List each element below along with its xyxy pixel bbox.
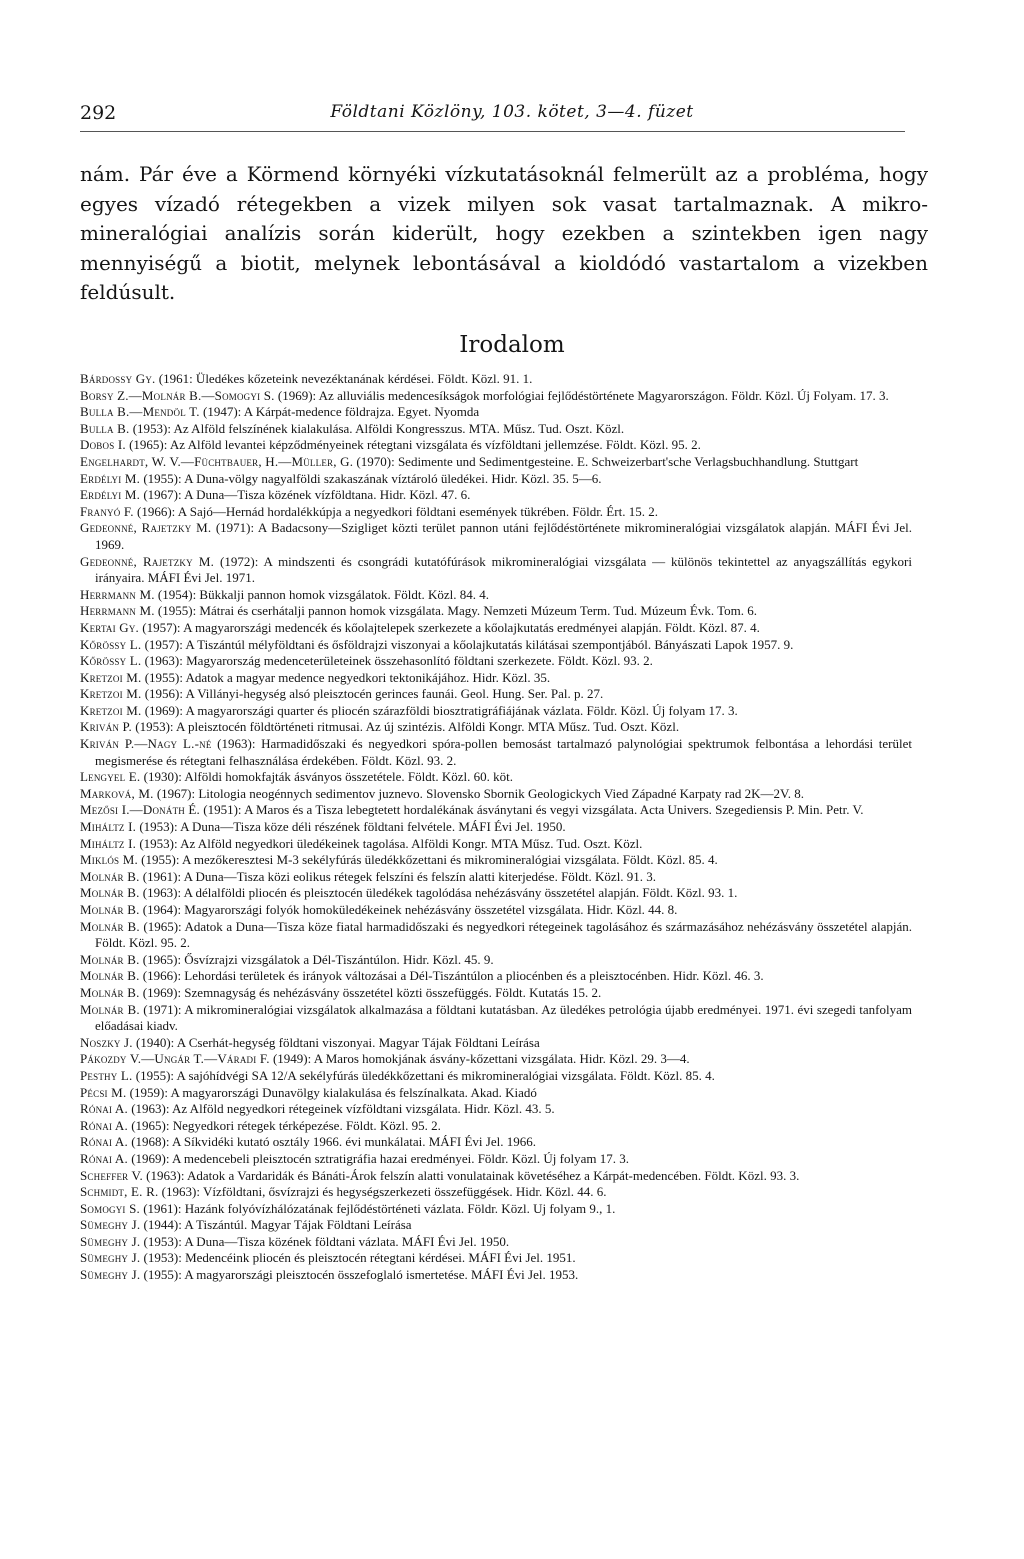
reference-item [80,1134,912,1151]
reference-author: Pákozdy V.—Ungár T.—Váradi F. [80,1051,270,1067]
reference-item [80,404,912,421]
reference-item [80,1184,912,1201]
reference-author: Miklós M. [80,852,138,868]
reference-author: Rónai A. [80,1150,128,1166]
reference-item [80,637,912,654]
reference-text: (1965): Ősvízrajzi vizsgálatok a Dél-Tiszántúlon. Hidr. Közl. 45. 9. [139,951,494,967]
reference-item [80,919,912,952]
reference-author: Molnár B. [80,1001,140,1017]
reference-text: (1965): Negyedkori rétegek térképezése. Földt. Közl. 95. 2. [127,1117,441,1133]
reference-author: Kriván P.—Nagy L.-né [80,736,212,752]
running-head: Földtani Közlöny, 103. kötet, 3—4. füzet [330,102,694,122]
reference-author: Pesthy L. [80,1067,133,1083]
reference-text: (1971): A Badacsony—Szigliget közti terület pannon utáni fejlődéstörténete mikromineralógiai vizsgálatok alapján. MÁFI Évi Jel. 1969. [95,520,912,552]
reference-text: (1963): Magyarország medenceterületeinek összehasonlító földtani szerkezete. Földt. Közl. 93. 2. [141,653,653,669]
reference-item [80,736,912,769]
reference-item [80,885,912,902]
reference-text: (1951): A Maros és a Tisza lebegtetett hordalékának ásványtani és vegyi vizsgálata. Acta Univers. Szegediensis P. Min. Petr. V. [200,802,864,818]
reference-text: (1953): A Duna—Tisza köze déli részének földtani felvétele. MÁFI Évi Jel. 1950. [136,819,566,835]
reference-item [80,985,912,1002]
reference-text: (1969): Szemnagyság és nehézásvány összetétel közti összefüggés. Földt. Kutatás 15. 2. [139,984,602,1000]
reference-text: (1963): Az Alföld negyedkori rétegeinek vízföldtani vizsgálata. Hidr. Közl. 43. 5. [127,1101,555,1117]
reference-text: (1953): A Duna—Tisza közének földtani vázlata. MÁFI Évi Jel. 1950. [140,1233,510,1249]
reference-author: Marková, M. [80,785,154,801]
reference-author: Franyó F. [80,503,134,519]
reference-text: (1944): A Tiszántúl. Magyar Tájak Földtani Leírása [140,1217,412,1233]
reference-author: Sümeghy J. [80,1233,141,1249]
reference-text: (1957): A Tiszántúl mélyföldtani és ősföldrajzi viszonyai a kőolajkutatás kilátásai szempontjából. Bányászati Lapok 1957. 9. [141,636,794,652]
reference-author: Scheffer V. [80,1167,143,1183]
reference-item [80,786,912,803]
reference-author: Sümeghy J. [80,1267,141,1283]
reference-author: Rónai A. [80,1101,128,1117]
reference-text: (1963): Harmadidőszaki és negyedkori spóra-pollen bemosást tartalmazó palynológiai spektrumok felbontása a lehordási terület megismerése és rétegtani felhasználása érdekében. Földt. Közl. 93. 2. [95,736,912,768]
section-heading: Irodalom [459,332,565,358]
reference-author: Sümeghy J. [80,1217,141,1233]
reference-text: (1961): A Duna—Tisza közi eolikus rétegek felszíni és felszín alatti kiterjedése. Földt. Közl. 91. 3. [139,868,657,884]
reference-author: Bulla B.—Mendöl T. [80,404,200,420]
reference-author: Miháltz I. [80,835,137,851]
reference-text: (1940): A Cserhát-hegység földtani viszonyai. Magyar Tájak Földtani Leírása [132,1034,540,1050]
reference-item [80,620,912,637]
reference-text: (1963): A délalföldi pliocén és pleisztocén üledékek tagolódása nehézásvány összetétel alapján. Földt. Közl. 93. 1. [139,885,738,901]
reference-text: (1956): A Villányi-hegység alsó pleisztocén gerinces faunái. Geol. Hung. Ser. Pal. p. 27. [141,686,604,702]
reference-text: (1953): Az Alföld felszínének kialakulása. Alföldi Kongresszus. MTA. Műsz. Tud. Oszt. Közl. [129,420,625,436]
reference-text: (1955): A sajóhídvégi SA 12/A sekélyfúrás üledékkőzettani és mikromineralógiai vizsgálata. Földt. Közl. 85. 4. [132,1067,715,1083]
reference-text: (1963): Vízföldtani, ősvízrajzi és hegységszerkezeti összefüggések. Hidr. Közl. 44. 6. [158,1184,607,1200]
reference-text: (1969): Az alluviális medencesíkságok morfológiai fejlődéstörténete Magyarországon. Földr. Közl. Új Folyam. 17. 3. [274,387,889,403]
reference-item [80,487,912,504]
reference-item [80,769,912,786]
reference-author: Sümeghy J. [80,1250,141,1266]
reference-item [80,1234,912,1251]
reference-author: Gedeonné, Rajetzky M. [80,520,212,536]
reference-author: Molnár B. [80,918,140,934]
reference-text: (1953): A pleisztocén földtörténeti ritmusai. Az új szintézis. Alföldi Kongr. MTA Műsz. Tud. Oszt. Közl. [131,719,680,735]
reference-author: Molnár B. [80,984,140,1000]
reference-item [80,1118,912,1135]
reference-item [80,1168,912,1185]
reference-author: Kertai Gy. [80,619,140,635]
reference-item [80,1217,912,1234]
reference-item [80,603,912,620]
reference-text: (1955): A Duna-völgy nagyalföldi szakaszának víztároló üledékei. Hidr. Közl. 35. 5—6. [140,470,602,486]
reference-author: Kretzoi M. [80,702,142,718]
reference-author: Rónai A. [80,1117,128,1133]
reference-author: Kretzoi M. [80,669,142,685]
reference-author: Bulla B. [80,420,130,436]
reference-item [80,653,912,670]
reference-author: Mezősi I.—Donáth É. [80,802,201,818]
reference-author: Molnár B. [80,902,140,917]
reference-text: (1961): Hazánk folyóvízhálózatának fejlődéstörténeti vázlata. Földr. Közl. Uj folyam 9., 1. [139,1200,616,1216]
reference-text: (1961: Üledékes kőzeteink nevezéktanának kérdései. Földt. Közl. 91. 1. [155,371,533,386]
reference-author: Gedeonné, Rajetzky M. [80,553,215,569]
reference-author: Miháltz I. [80,819,137,835]
reference-text: (1957): A magyarországi medencék és kőolajtelepek szerkezete a kőolajkutatás eredményei alapján. Földt. Közl. 87. 4. [139,619,760,635]
reference-item [80,852,912,869]
reference-author: Molnár B. [80,885,140,901]
reference-text: (1967): A Duna—Tisza közének vízföldtana. Hidr. Közl. 47. 6. [140,487,471,503]
reference-author: Borsy Z.—Molnár B.—Somogyi S. [80,387,275,403]
reference-item [80,686,912,703]
reference-text: (1965): Adatok a Duna—Tisza köze fiatal harmadidőszaki és negyedkori rétegeinek tagolásához és származásához nehézásvány összetétel alapján. Földt. Közl. 95. 2. [95,918,913,951]
reference-text: (1963): Adatok a Vardaridák és Bánáti-Árok felszín alatti vonulatainak követéséhez a Kárpát-medencében. Földt. Közl. 93. 3. [142,1167,800,1183]
reference-item [80,1051,912,1068]
reference-author: Somogyi S. [80,1200,140,1216]
reference-author: Kretzoi M. [80,686,142,702]
reference-text: (1964): Magyarországi folyók homoküledékeinek nehézásvány összetétel vizsgálata. Hidr. Közl. 44. 8. [139,902,678,917]
reference-text: (1947): A Kárpát-medence földrajza. Egyet. Nyomda [199,404,480,420]
reference-author: Erdélyi M. [80,487,141,503]
reference-author: Kőrössy L. [80,653,142,669]
reference-item [80,371,912,388]
reference-item [80,388,912,405]
reference-text: (1930): Alföldi homokfajták ásványos összetétele. Földt. Közl. 60. köt. [140,769,513,785]
reference-text: (1966): Lehordási területek és irányok változásai a Dél-Tiszántúlon a pliocénben és a pleisztocénben. Hidr. Közl. 46. 3. [139,968,764,984]
reference-text: (1953): Medencéink pliocén és pleisztocén rétegtani kérdései. MÁFI Évi Jel. 1951. [140,1250,576,1266]
reference-author: Herrmann M. [80,586,155,602]
reference-author: Noszky J. [80,1034,133,1050]
reference-item [80,952,912,969]
reference-item [80,1267,912,1284]
reference-text: (1967): Litologia neogénnych sedimentov juznevo. Slovensko Sbornik Geologickych Vied Západné Karpaty rad 2K—2V. 8. [153,785,804,801]
reference-text: (1969): A medencebeli pleisztocén sztratigráfia hazai eredményei. Földr. Közl. Új folyam 17. 3. [127,1150,629,1166]
reference-item [80,703,912,720]
reference-author: Kőrössy L. [80,636,142,652]
reference-item [80,670,912,687]
reference-item [80,1151,912,1168]
reference-author: Pécsi M. [80,1084,127,1100]
reference-item [80,902,912,919]
reference-item [80,504,912,521]
reference-author: Herrmann M. [80,603,155,619]
reference-item [80,802,912,819]
reference-text: (1965): Az Alföld levantei képződményeinek rétegtani vizsgálata és vízföldtani jellemzése. Földt. Közl. 95. 2. [125,437,701,453]
reference-text: (1972): A mindszenti és csongrádi kutatófúrások mikromineralógiai vizsgálata — különös tekintettel az anyagszállítás egykori irányaira. MÁFI Évi Jel. 1971. [95,553,912,586]
reference-item [80,587,912,604]
reference-author: Molnár B. [80,868,140,884]
header-rule [80,131,905,132]
reference-item [80,869,912,886]
reference-item [80,1002,912,1035]
reference-text: (1955): A magyarországi pleisztocén összefoglaló ismertetése. MÁFI Évi Jel. 1953. [140,1267,579,1283]
reference-item [80,1201,912,1218]
reference-author: Schmidt, E. R. [80,1184,159,1200]
reference-text: (1966): A Sajó—Hernád hordalékkúpja a negyedkori földtani események tükrében. Földr. Ért. 15. 2. [133,503,658,519]
reference-item [80,471,912,488]
reference-item [80,1085,912,1102]
body-paragraph: nám. Pár éve a Körmend környéki vízkutatásoknál felmerült az a probléma, hogy egyes vízadó rétegekben a vizek milyen sok vasat tartalmaznak. A mikromineralógiai analízis során kiderült, hogy ezekben a szintekben igen nagy mennyiségű a biotit, melynek lebontásával a kioldódó vastartalom a vizekben feldúsult. [80,162,928,304]
reference-author: Bárdossy Gy. [80,371,156,386]
reference-author: Engelhardt, W. V.—Füchtbauer, H.—Müller, G. [80,453,354,469]
reference-item [80,819,912,836]
reference-text: (1970): Sedimente und Sedimentgesteine. E. Schweizerbart'sche Verlagsbuchhandlung. Stuttgart [353,453,859,469]
reference-text: (1954): Bükkalji pannon homok vizsgálatok. Földt. Közl. 84. 4. [154,586,490,602]
reference-item [80,421,912,438]
reference-item [80,520,912,553]
reference-author: Lengyel E. [80,769,141,785]
reference-text: (1949): A Maros homokjának ásvány-kőzettani vizsgálata. Hidr. Közl. 29. 3—4. [269,1051,690,1067]
reference-item [80,1101,912,1118]
reference-author: Erdélyi M. [80,470,141,486]
reference-author: Molnár B. [80,968,140,984]
reference-item [80,1068,912,1085]
reference-item [80,1035,912,1052]
reference-item [80,1250,912,1267]
reference-text: (1968): A Síkvidéki kutató osztály 1966. évi munkálatai. MÁFI Évi Jel. 1966. [127,1134,536,1150]
reference-text: (1959): A magyarországi Dunavölgy kialakulása és felszínalkata. Akad. Kiadó [126,1084,537,1100]
reference-item [80,437,912,454]
reference-item [80,968,912,985]
reference-item [80,554,912,587]
reference-text: (1969): A magyarországi quarter és pliocén szárazföldi biosztratigráfiájának vázlata. Földr. Közl. Új folyam 17. 3. [141,702,738,718]
reference-list [80,371,912,1284]
reference-item [80,454,912,471]
reference-item [80,836,912,853]
reference-author: Kriván P. [80,719,132,735]
reference-text: (1955): A mezőkeresztesi M-3 sekélyfúrás üledékkőzettani és mikromineralógiai vizsgálata. Földt. Közl. 85. 4. [137,852,718,868]
reference-author: Dobos I. [80,437,126,453]
reference-text: (1953): Az Alföld negyedkori üledékeinek tagolása. Alföldi Kongr. MTA Műsz. Tud. Oszt. Közl. [136,835,643,851]
reference-item [80,719,912,736]
reference-author: Rónai A. [80,1134,128,1150]
reference-author: Molnár B. [80,951,140,967]
reference-text: (1971): A mikromineralógiai vizsgálatok alkalmazása a földtani kutatásban. Az üledékes petrológia újabb eredményei. 1971. évi szegedi tanfolyam előadásai kiadv. [95,1001,913,1034]
page-number: 292 [80,102,117,124]
reference-text: (1955): Adatok a magyar medence negyedkori tektonikájához. Hidr. Közl. 35. [141,669,551,685]
reference-text: (1955): Mátrai és cserhátalji pannon homok vizsgálata. Magy. Nemzeti Múzeum Term. Tud. Múzeum Évk. Tom. 6. [154,603,757,619]
